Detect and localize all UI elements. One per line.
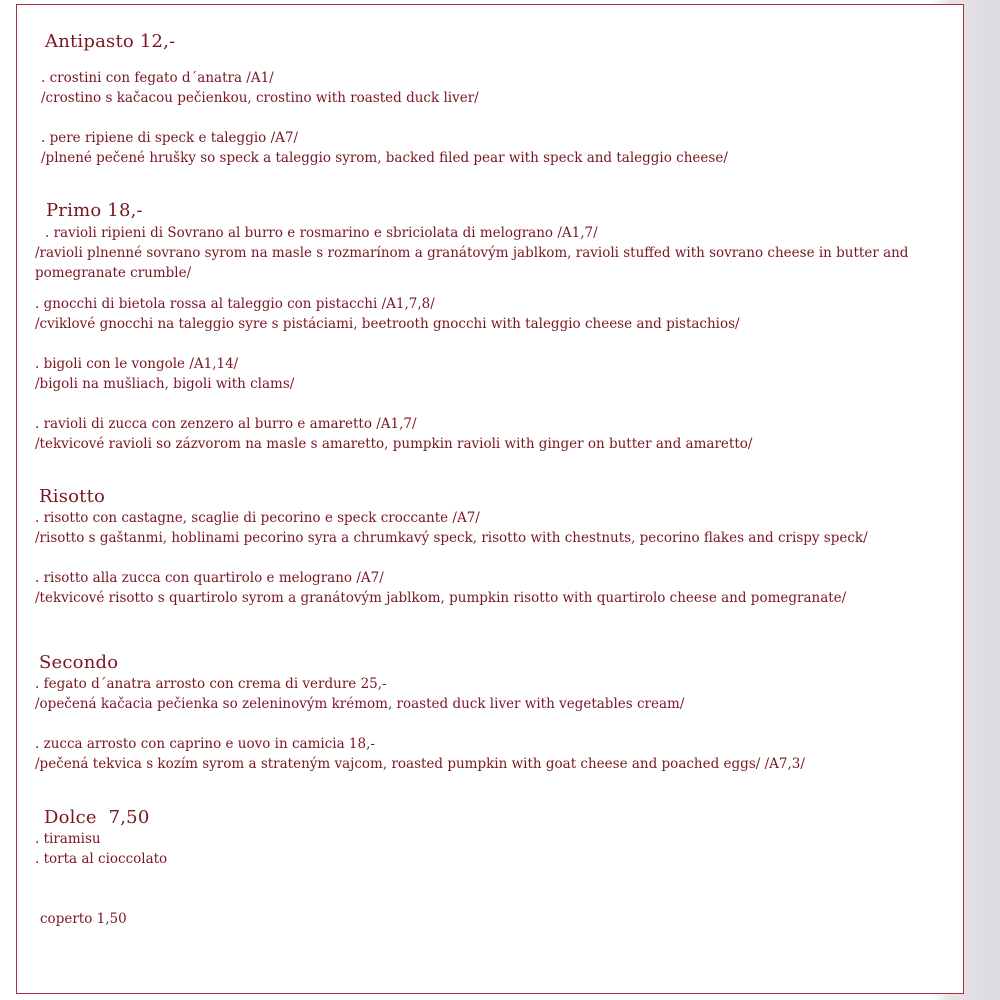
menu-item-description: /tekvicové risotto s quartirolo syrom a granátovým jablkom, pumpkin risotto with quartirolo cheese and pomegranate/ — [35, 590, 847, 606]
menu-item-description: /cviklové gnocchi na taleggio syre s pistáciami, beetrooth gnocchi with taleggio cheese and pistachios/ — [35, 316, 740, 332]
menu-item-name: . zucca arrosto con caprino e uovo in camicia 18,- — [35, 736, 375, 752]
menu-item-name: . torta al cioccolato — [35, 851, 168, 867]
menu-item-description: /pečená tekvica s kozím syrom a strateným vajcom, roasted pumpkin with goat cheese and poached eggs/ /A7,3/ — [35, 756, 805, 772]
section-title-secondo: Secondo — [39, 652, 119, 673]
section-title-primo: Primo 18,- — [46, 200, 143, 221]
menu-item-name: . fegato d´anatra arrosto con crema di verdure 25,- — [35, 676, 387, 692]
menu-item-description: /risotto s gaštanmi, hoblinami pecorino syra a chrumkavý speck, risotto with chestnuts, pecorino flakes and crispy speck/ — [35, 530, 868, 546]
section-title-risotto: Risotto — [39, 486, 106, 507]
menu-item-description-continued: pomegranate crumble/ — [35, 265, 192, 281]
menu-item-description: /crostino s kačacou pečienkou, crostino with roasted duck liver/ — [41, 90, 479, 106]
menu-item-name: . bigoli con le vongole /A1,14/ — [35, 356, 239, 372]
menu-item-description: /plnené pečené hrušky so speck a taleggio syrom, backed filed pear with speck and taleggio cheese/ — [41, 150, 728, 166]
menu-item-description: /tekvicové ravioli so zázvorom na masle s amaretto, pumpkin ravioli with ginger on butter and amaretto/ — [35, 436, 753, 452]
menu-item-name: . risotto con castagne, scaglie di pecorino e speck croccante /A7/ — [35, 510, 480, 526]
menu-item-name: . risotto alla zucca con quartirolo e melograno /A7/ — [35, 570, 384, 586]
menu-item-description: /bigoli na mušliach, bigoli with clams/ — [35, 376, 295, 392]
coperto-charge: coperto 1,50 — [40, 911, 127, 927]
menu-frame — [16, 4, 964, 994]
menu-item-description: /opečená kačacia pečienka so zeleninovým krémom, roasted duck liver with vegetables cream/ — [35, 696, 685, 712]
section-title-dolce: Dolce 7,50 — [44, 807, 150, 828]
menu-item-name: . gnocchi di bietola rossa al taleggio con pistacchi /A1,7,8/ — [35, 296, 435, 312]
menu-item-name: . pere ripiene di speck e taleggio /A7/ — [41, 130, 299, 146]
menu-item-description: /ravioli plnenné sovrano syrom na masle s rozmarínom a granátovým jablkom, ravioli stuffed with sovrano cheese in butter and — [35, 245, 909, 261]
menu-item-name: . ravioli ripieni di Sovrano al burro e rosmarino e sbriciolata di melograno /A1,7/ — [45, 225, 598, 241]
menu-content — [17, 5, 965, 995]
menu-item-name: . ravioli di zucca con zenzero al burro e amaretto /A1,7/ — [35, 416, 417, 432]
menu-item-name: . crostini con fegato d´anatra /A1/ — [41, 70, 274, 86]
menu-item-name: . tiramisu — [35, 831, 101, 847]
section-title-antipasto: Antipasto 12,- — [45, 31, 176, 52]
